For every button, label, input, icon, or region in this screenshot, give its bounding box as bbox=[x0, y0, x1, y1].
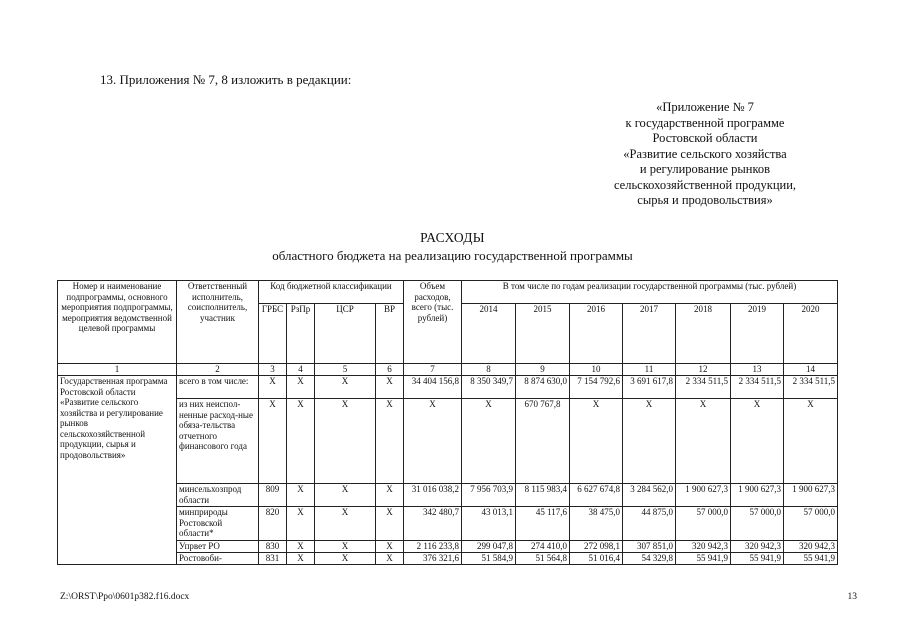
program-name: Государственная программа Ростовской области «Развитие сельского хозяйства и регулирование рынков сельскохозяйственной продукции, сырья и продовольствия» bbox=[58, 376, 177, 565]
year-cell: 307 851,0 bbox=[623, 541, 676, 553]
year-cell: 320 942,3 bbox=[676, 541, 731, 553]
year-cell: 38 475,0 bbox=[570, 507, 623, 541]
column-number: 10 bbox=[570, 364, 623, 376]
total-cell: 342 480,7 bbox=[404, 507, 462, 541]
header-rzpr: РзПр bbox=[287, 304, 315, 364]
document-subtitle: областного бюджета на реализацию государственной программы bbox=[272, 248, 633, 263]
vr-cell: X bbox=[376, 376, 404, 399]
vr-cell: X bbox=[376, 507, 404, 541]
header-year: 2016 bbox=[570, 304, 623, 364]
year-cell: 45 117,6 bbox=[516, 507, 570, 541]
year-cell: 57 000,0 bbox=[676, 507, 731, 541]
column-number: 2 bbox=[177, 364, 259, 376]
header-volume: Объем расходов, всего (тыс. рублей) bbox=[404, 281, 462, 364]
rzpr-cell: X bbox=[287, 553, 315, 565]
header-csr: ЦСР bbox=[315, 304, 376, 364]
column-number: 12 bbox=[676, 364, 731, 376]
year-cell: X bbox=[731, 399, 784, 484]
year-cell: 51 584,9 bbox=[462, 553, 516, 565]
expenses-table bbox=[57, 280, 838, 565]
rzpr-cell: X bbox=[287, 484, 315, 507]
year-cell: 55 941,9 bbox=[784, 553, 838, 565]
executor-cell: Ростовоби- bbox=[177, 553, 259, 565]
year-cell: 7 956 703,9 bbox=[462, 484, 516, 507]
appendix-line: «Развитие сельского хозяйства bbox=[623, 146, 787, 161]
year-cell: 55 941,9 bbox=[731, 553, 784, 565]
year-cell: 2 334 511,5 bbox=[676, 376, 731, 399]
rzpr-cell: X bbox=[287, 541, 315, 553]
executor-cell: Упрвет РО bbox=[177, 541, 259, 553]
total-cell: X bbox=[404, 399, 462, 484]
file-path: Z:\ORST\Ppo\0601p382.f16.docx bbox=[60, 592, 190, 602]
grbs-cell: 831 bbox=[259, 553, 287, 565]
year-cell: 2 334 511,5 bbox=[784, 376, 838, 399]
column-number: 9 bbox=[516, 364, 570, 376]
total-cell: 31 016 038,2 bbox=[404, 484, 462, 507]
year-cell: 1 900 627,3 bbox=[676, 484, 731, 507]
year-cell: 43 013,1 bbox=[462, 507, 516, 541]
appendix-line: и регулирование рынков bbox=[639, 162, 771, 176]
executor-cell: всего в том числе: bbox=[177, 376, 259, 399]
appendix-reference bbox=[575, 100, 835, 209]
vr-cell: X bbox=[376, 541, 404, 553]
year-cell: 320 942,3 bbox=[784, 541, 838, 553]
total-cell: 34 404 156,8 bbox=[404, 376, 462, 399]
header-year: 2017 bbox=[623, 304, 676, 364]
rzpr-cell: X bbox=[287, 399, 315, 484]
csr-cell: X bbox=[315, 541, 376, 553]
rzpr-cell: X bbox=[287, 507, 315, 541]
year-cell: X bbox=[784, 399, 838, 484]
total-cell: 2 116 233,8 bbox=[404, 541, 462, 553]
column-number: 6 bbox=[376, 364, 404, 376]
header-year: 2014 bbox=[462, 304, 516, 364]
header-year: 2015 bbox=[516, 304, 570, 364]
grbs-cell: 809 bbox=[259, 484, 287, 507]
csr-cell: X bbox=[315, 376, 376, 399]
appendix-line: сырья и продовольствия» bbox=[637, 193, 773, 207]
vr-cell: X bbox=[376, 484, 404, 507]
column-number: 8 bbox=[462, 364, 516, 376]
header-name: Номер и наименование подпрограммы, основного мероприятия подпрограммы, мероприятия ведомственной целевой программы bbox=[58, 281, 177, 364]
page-number: 13 bbox=[847, 592, 857, 602]
year-cell: 44 875,0 bbox=[623, 507, 676, 541]
year-cell: 3 691 617,8 bbox=[623, 376, 676, 399]
year-cell: X bbox=[676, 399, 731, 484]
year-cell: 320 942,3 bbox=[731, 541, 784, 553]
executor-cell: минприроды Ростовской области* bbox=[177, 507, 259, 541]
year-cell: 1 900 627,3 bbox=[731, 484, 784, 507]
year-cell: 8 874 630,0 bbox=[516, 376, 570, 399]
total-cell: 376 321,6 bbox=[404, 553, 462, 565]
grbs-cell: 830 bbox=[259, 541, 287, 553]
year-cell: 51 564,8 bbox=[516, 553, 570, 565]
csr-cell: X bbox=[315, 507, 376, 541]
column-number-row bbox=[58, 364, 838, 376]
column-number: 5 bbox=[315, 364, 376, 376]
year-cell: 57 000,0 bbox=[784, 507, 838, 541]
column-number: 14 bbox=[784, 364, 838, 376]
header-vr: ВР bbox=[376, 304, 404, 364]
year-cell: 274 410,0 bbox=[516, 541, 570, 553]
header-years-caption: В том числе по годам реализации государственной программы (тыс. рублей) bbox=[462, 281, 838, 304]
header-executor: Ответственный исполнитель, соисполнитель, участник bbox=[177, 281, 259, 364]
rzpr-cell: X bbox=[287, 376, 315, 399]
year-cell: X bbox=[462, 399, 516, 484]
executor-cell: из них неиспол-ненные расход-ные обяза-тельства отчетного финансового года bbox=[177, 399, 259, 484]
header-year: 2020 bbox=[784, 304, 838, 364]
grbs-cell: 820 bbox=[259, 507, 287, 541]
year-cell: 8 350 349,7 bbox=[462, 376, 516, 399]
csr-cell: X bbox=[315, 553, 376, 565]
column-number: 7 bbox=[404, 364, 462, 376]
header-row bbox=[58, 281, 838, 304]
year-cell: 6 627 674,8 bbox=[570, 484, 623, 507]
year-cell: 3 284 562,0 bbox=[623, 484, 676, 507]
column-number: 1 bbox=[58, 364, 177, 376]
vr-cell: X bbox=[376, 399, 404, 484]
intro-text: 13. Приложения № 7, 8 изложить в редакции: bbox=[100, 72, 352, 87]
year-cell: 57 000,0 bbox=[731, 507, 784, 541]
table-row bbox=[58, 376, 838, 399]
appendix-line: сельскохозяйственной продукции, bbox=[613, 177, 797, 192]
column-number: 3 bbox=[259, 364, 287, 376]
column-number: 13 bbox=[731, 364, 784, 376]
year-cell: 55 941,9 bbox=[676, 553, 731, 565]
csr-cell: X bbox=[315, 484, 376, 507]
year-cell: X bbox=[623, 399, 676, 484]
year-cell: 670 767,8 bbox=[516, 399, 570, 484]
year-cell: 7 154 792,6 bbox=[570, 376, 623, 399]
header-grbs: ГРБС bbox=[259, 304, 287, 364]
year-cell: 299 047,8 bbox=[462, 541, 516, 553]
vr-cell: X bbox=[376, 553, 404, 565]
year-cell: 51 016,4 bbox=[570, 553, 623, 565]
year-cell: X bbox=[570, 399, 623, 484]
document-title: РАСХОДЫ bbox=[420, 230, 485, 245]
grbs-cell: X bbox=[259, 399, 287, 484]
grbs-cell: X bbox=[259, 376, 287, 399]
header-year: 2018 bbox=[676, 304, 731, 364]
header-year: 2019 bbox=[731, 304, 784, 364]
year-cell: 272 098,1 bbox=[570, 541, 623, 553]
year-cell: 8 115 983,4 bbox=[516, 484, 570, 507]
executor-cell: минсельхозпрод области bbox=[177, 484, 259, 507]
column-number: 11 bbox=[623, 364, 676, 376]
year-cell: 2 334 511,5 bbox=[731, 376, 784, 399]
appendix-line: «Приложение № 7 bbox=[656, 100, 754, 114]
header-codes: Код бюджетной классификации bbox=[259, 281, 404, 304]
year-cell: 1 900 627,3 bbox=[784, 484, 838, 507]
appendix-line: Ростовской области bbox=[652, 131, 758, 145]
column-number: 4 bbox=[287, 364, 315, 376]
csr-cell: X bbox=[315, 399, 376, 484]
year-cell: 54 329,8 bbox=[623, 553, 676, 565]
appendix-line: к государственной программе bbox=[625, 115, 785, 130]
